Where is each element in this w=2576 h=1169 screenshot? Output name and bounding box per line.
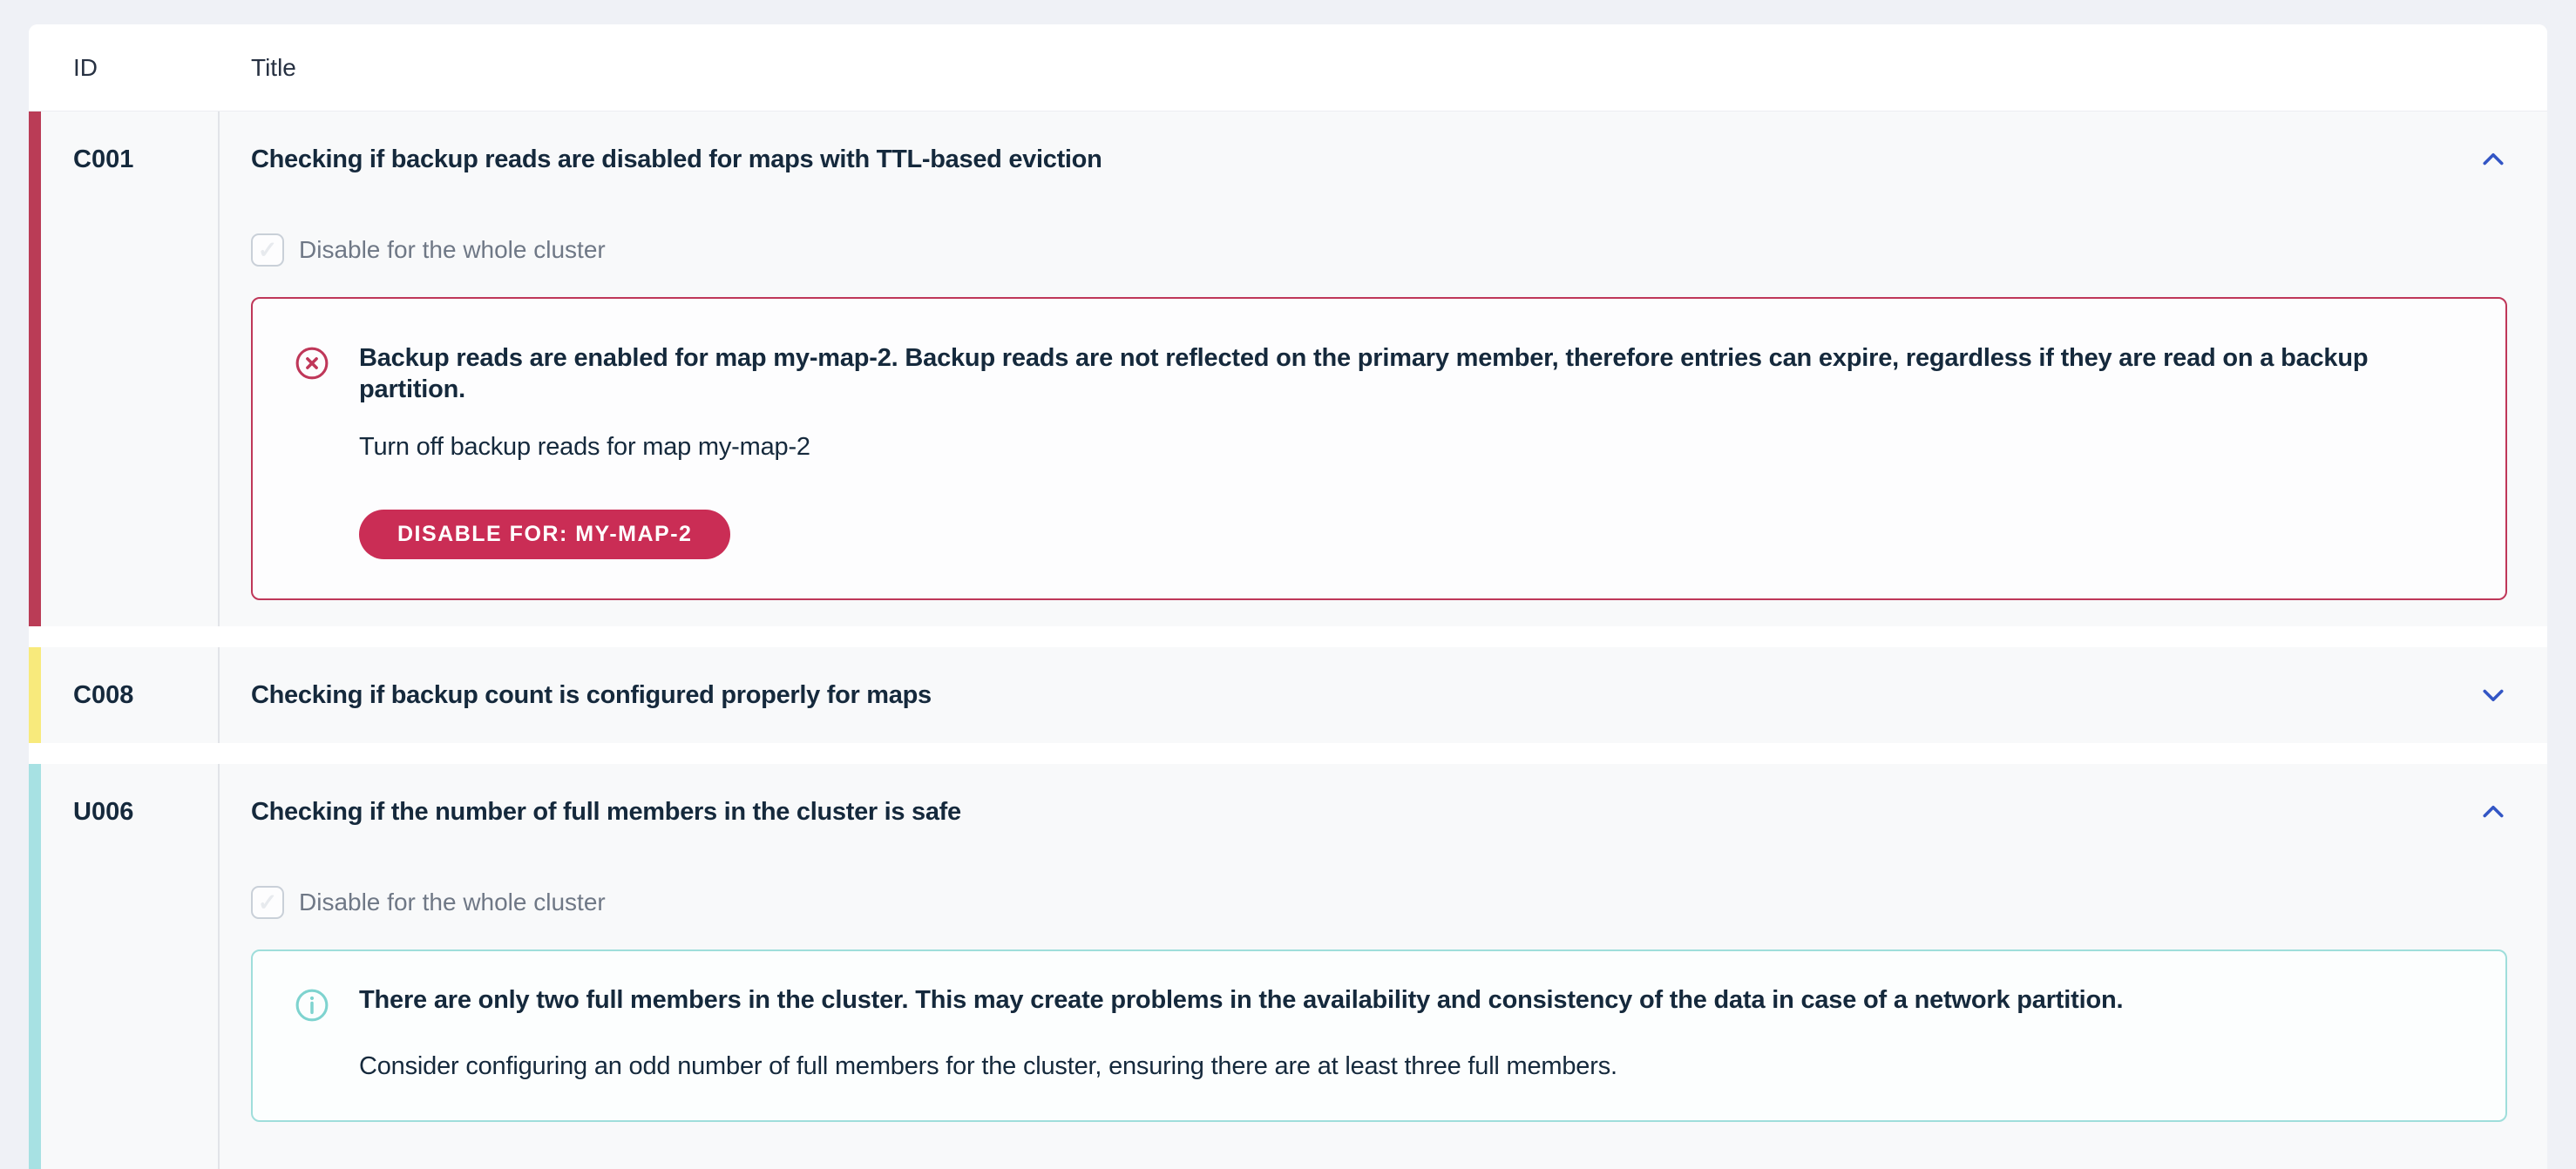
circle-x-icon — [293, 344, 331, 382]
cluster-disable-checkbox[interactable] — [251, 233, 284, 267]
cluster-disable-row — [251, 886, 2521, 919]
column-header-id: ID — [73, 53, 98, 81]
check-title: Checking if backup reads are disabled for maps with TTL-based eviction — [251, 145, 1102, 173]
chevron-down-icon[interactable] — [2478, 679, 2509, 711]
cluster-disable-checkbox[interactable] — [251, 886, 284, 919]
alert-suggestion: Turn off backup reads for map my-map-2 — [359, 433, 810, 461]
row-toggle-c001[interactable] — [251, 111, 2521, 207]
checkbox-label: Disable for the whole cluster — [299, 889, 606, 916]
check-id: C001 — [73, 145, 134, 173]
disable-for-map-button[interactable]: DISABLE FOR: MY-MAP-2 — [359, 510, 730, 559]
check-title: Checking if the number of full members in the cluster is safe — [251, 797, 961, 826]
check-id: U006 — [73, 798, 134, 826]
info-alert — [251, 949, 2507, 1122]
check-title: Checking if backup count is configured properly for maps — [251, 680, 932, 709]
severity-bar-teal — [29, 764, 41, 1169]
severity-bar-red — [29, 111, 41, 626]
severity-bar-yellow — [29, 647, 41, 743]
check-row-u006 — [29, 764, 2547, 1169]
chevron-up-icon[interactable] — [2478, 796, 2509, 828]
alert-message: There are only two full members in the cluster. This may create problems in the availability and consistency of the data in case of a network partition. — [359, 986, 2124, 1014]
circle-info-icon — [293, 986, 331, 1024]
column-header-title: Title — [251, 53, 296, 81]
checkmark-icon: ✓ — [257, 236, 278, 263]
check-row-c001 — [29, 111, 2547, 626]
checkbox-label: Disable for the whole cluster — [299, 236, 606, 263]
chevron-up-icon[interactable] — [2478, 144, 2509, 175]
check-id: C008 — [73, 681, 134, 709]
health-checks-table — [29, 24, 2547, 1169]
cluster-disable-row — [251, 233, 2521, 267]
table-header — [29, 24, 2547, 111]
alert-suggestion: Consider configuring an odd number of full members for the cluster, ensuring there are at least three full members. — [359, 1052, 1617, 1080]
error-alert — [251, 297, 2507, 600]
row-toggle-u006[interactable] — [251, 764, 2521, 860]
row-toggle-c008[interactable] — [251, 647, 2521, 743]
checkmark-icon: ✓ — [257, 889, 278, 916]
alert-message: Backup reads are enabled for map my-map-2. Backup reads are not reflected on the primary member, therefore entries can expire, regardless if they are read on a backup partition. — [359, 344, 2369, 403]
check-row-c008 — [29, 647, 2547, 743]
